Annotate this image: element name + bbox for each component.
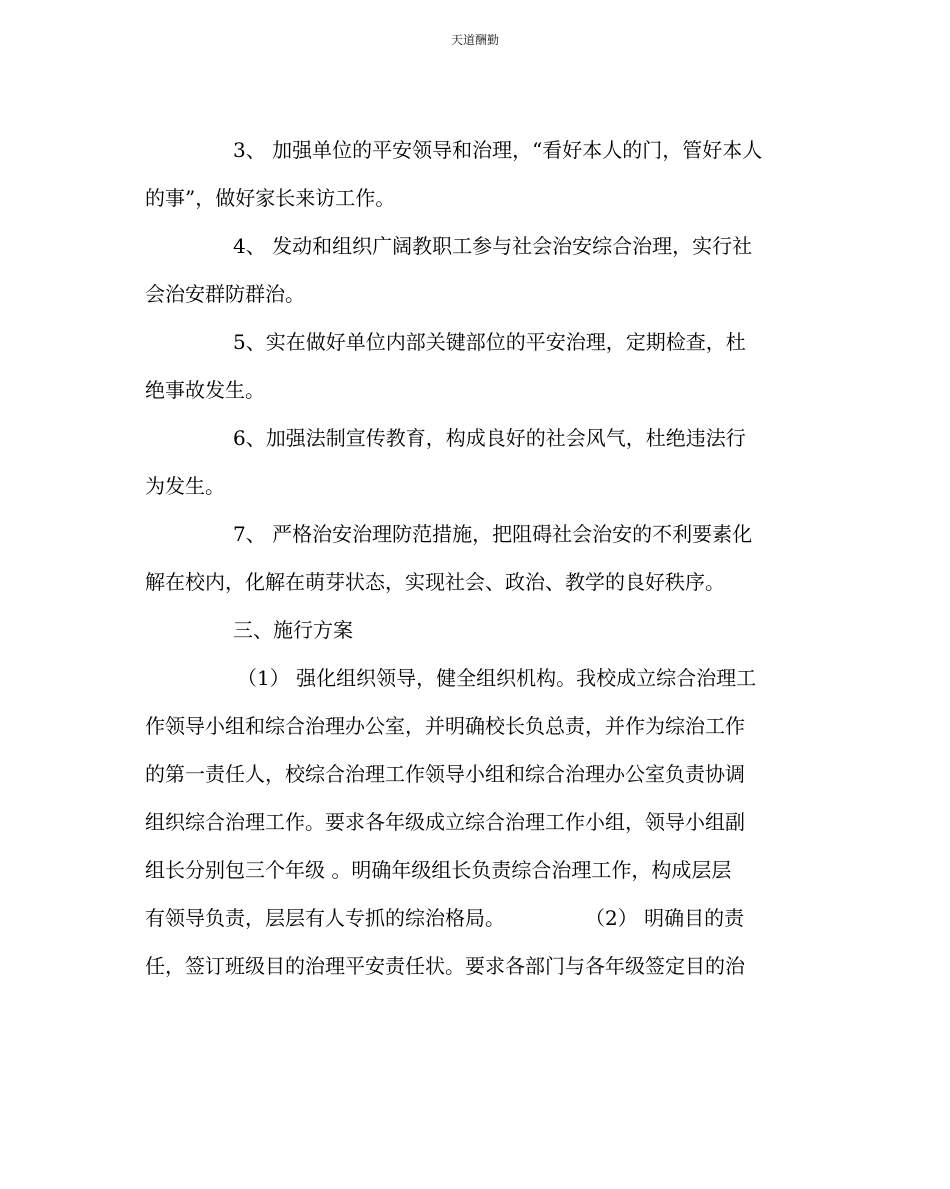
paragraph-line: 解在校内，化解在萌芽状态，实现社会、政治、教学的良好秩序。 [145, 570, 725, 594]
paragraph-line: 任，签订班级目的治理平安责任状。要求各部门与各年级签定目的治 [145, 954, 745, 978]
paragraph-line: 5、实在做好单位内部关键部位的平安治理，定期检查，杜 [233, 330, 746, 354]
paragraph-item-5 [145, 318, 805, 414]
paragraph-line: 3、 加强单位的平安领导和治理，“看好本人的门，管好本人 [233, 138, 763, 162]
paragraph-line: 为发生。 [145, 474, 225, 498]
paragraph-line: 4、 发动和组织广阔教职工参与社会治安综合治理，实行社 [233, 234, 753, 258]
paragraph-line: 作领导小组和综合治理办公室，并明确校长负总责，并作为综治工作 [145, 714, 745, 738]
paragraph-item-6 [145, 414, 805, 510]
paragraph-line: 7、 严格治安治理防范措施，把阻碍社会治安的不利要素化 [233, 522, 753, 546]
paragraph-plan-1 [145, 654, 805, 990]
paragraph-item-7 [145, 510, 805, 606]
page-header: 天道酬勤 [450, 33, 499, 47]
paragraph-item-3 [145, 126, 805, 222]
section-heading-text: 三、施行方案 [233, 618, 353, 642]
paragraph-line: （1） 强化组织领导，健全组织机构。我校成立综合治理工 [237, 666, 757, 690]
paragraph-inline-tail: （2） 明确目的责 [585, 906, 745, 930]
paragraph-line: 的事”，做好家长来访工作。 [145, 186, 396, 210]
paragraph-line: 绝事故发生。 [145, 378, 265, 402]
document-body [145, 126, 805, 990]
paragraph-line: 6、加强法制宣传教育，构成良好的社会风气，杜绝违法行 [233, 426, 746, 450]
paragraph-line: 组织综合治理工作。要求各年级成立综合治理工作小组，领导小组副 [145, 810, 745, 834]
paragraph-item-4 [145, 222, 805, 318]
paragraph-line: 的第一责任人，校综合治理工作领导小组和综合治理办公室负责协调 [145, 762, 745, 786]
paragraph-line-text: 有领导负责，层层有人专抓的综治格局。 [145, 906, 505, 930]
section-heading [145, 606, 805, 654]
paragraph-line: 组长分别包三个年级 。明确年级组长负责综合治理工作，构成层层 [145, 858, 732, 882]
paragraph-line-with-tail [145, 894, 805, 942]
paragraph-line: 会治安群防群治。 [145, 282, 305, 306]
